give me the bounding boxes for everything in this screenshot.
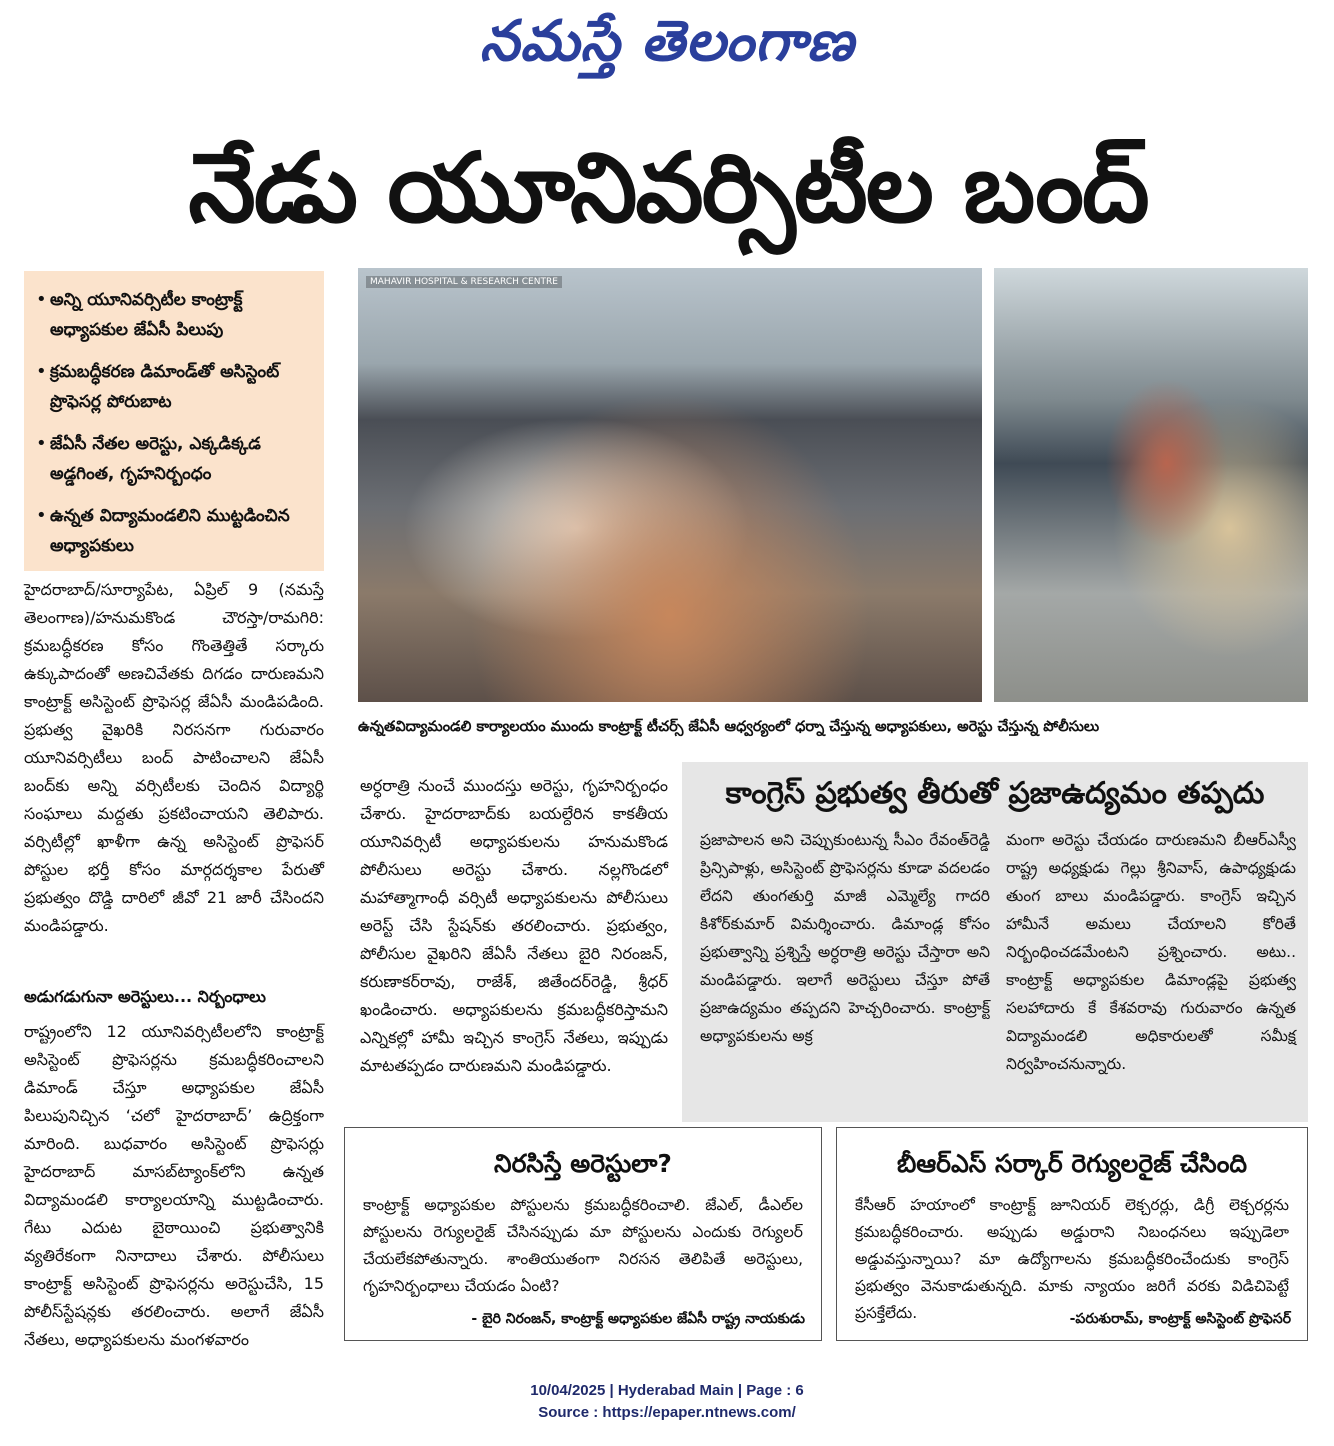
quote-attribution: - బైరి నిరంజన్‌, కాంట్రాక్ట్‌ అధ్యాపకుల జేఏసీ రాష్ట్ర నాయకుడు	[471, 1311, 805, 1327]
sidebar-story-headline: కాంగ్రెస్‌ ప్రభుత్వ తీరుతో ప్రజాఉద్యమం తప్పదు	[725, 776, 1265, 811]
sidebar-story-column-2: మంగా అరెస్టు చేయడం దారుణమని బీఆర్‌ఎస్వీ రాష్ట్ర అధ్యక్షుడు గెల్లు శ్రీనివాస్‌, ఉపాధ్యక్షుడు తుంగ బాలు మండిపడ్డారు. కాంగ్రెస్‌ ఇచ్చిన హామీనే అమలు చేయాలని కోరితే నిర్బంధించడమేంటని ప్రశ్నించారు. అటు.. కాంట్రాక్ట్‌ అధ్యాపకుల డిమాండ్లపై ప్రభుత్వ సలహాదారు కే కేశవరావు గురువారం ఉన్నత విద్యామండలి అధికారులతో సమీక్ష నిర్వహించనున్నారు.	[1006, 831, 1296, 1073]
article-subhead: అడుగడుగునా అరెస్టులు... నిర్బంధాలు	[24, 987, 266, 1006]
arrest-photo	[994, 268, 1308, 702]
bullet-icon: •	[36, 289, 47, 310]
quote-panel-body: కేసీఆర్‌ హయాంలో కాంట్రాక్ట్‌ జూనియర్‌ లెక్చరర్లు, డిగ్రీ లెక్చరర్లను క్రమబద్ధీకరించారు. అప్పుడు అడ్డురాని నిబంధనలు ఇప్పుడెలా అడ్డువస్తున్నాయి? మా ఉద్యోగాలను క్రమబద్ధీకరించేందుకు కాంగ్రెస్‌ ప్రభుత్వం వెనుకాడుతున్నది. మాకు న్యాయం జరిగే వరకు విడిచిపెట్టే ప్రసక్తేలేదు.	[855, 1196, 1289, 1322]
sidebar-story-column-1: ప్రజాపాలన అని చెప్పుకుంటున్న సీఎం రేవంత్‌రెడ్డి ప్రిన్సిపాళ్లు, అసిస్టెంట్‌ ప్రొఫెసర్లను కూడా వదలడం లేదని తుంగతుర్తి మాజీ ఎమ్మెల్యే గాదరి కిశోర్‌కుమార్‌ విమర్శించారు. డిమాండ్ల కోసం ప్రభుత్వాన్ని ప్రశ్నిస్తే అర్ధరాత్రి అరెస్టు చేస్తారా అని మండిపడ్డారు. ఇలాగే అరెస్టులు చేస్తూ పోతే ప్రజాఉద్యమం తప్పదని హెచ్చరించారు. కాంట్రాక్ట్‌ అధ్యాపకులను అక్ర	[700, 831, 990, 1045]
quote-panel-headline: నిరసిస్తే అరెస్టులా?	[494, 1149, 672, 1178]
photo-caption: ఉన్నతవిద్యామండలి కార్యాలయం ముందు కాంట్రాక్ట్‌ టీచర్స్‌ జేఏసీ ఆధ్వర్యంలో ధర్నా చేస్తున్న అధ్యాపకులు, అరెస్టు చేస్తున్న పోలీసులు	[358, 719, 1100, 735]
hospital-sign: MAHAVIR HOSPITAL & RESEARCH CENTRE	[366, 276, 562, 288]
footer-source-link[interactable]: Source : https://epaper.ntnews.com/	[538, 1404, 796, 1421]
highlight-text: క్రమబద్ధీకరణ డిమాండ్‌తో అసిస్టెంట్‌ ప్రొఫెసర్ల పోరుబాట	[50, 362, 280, 412]
highlight-item	[36, 357, 314, 417]
bullet-icon: •	[36, 433, 47, 454]
quote-panel-headline: బీఆర్‌ఎస్‌ సర్కార్‌ రెగ్యులరైజ్‌ చేసింది	[896, 1149, 1248, 1178]
quote-attribution: -పరుశురామ్‌, కాంట్రాక్ట్‌ అసిస్టెంట్‌ ప్రొఫెసర్‌	[1069, 1311, 1291, 1327]
highlight-text: అన్ని యూనివర్సిటీల కాంట్రాక్ట్‌ అధ్యాపకుల జేఏసీ పిలుపు	[50, 290, 243, 340]
article-column-1: రాష్ట్రంలోని 12 యూనివర్సిటీలలోని కాంట్రాక్ట్‌ అసిస్టెంట్‌ ప్రొఫెసర్లను క్రమబద్ధీకరించాలని డిమాండ్‌ చేస్తూ అధ్యాపకుల జేఏసీ పిలుపునిచ్చిన ‘చలో హైదరాబాద్‌’ ఉద్రిక్తంగా మారింది. బుధవారం అసిస్టెంట్‌ ప్రొఫెసర్లు హైదరాబాద్‌ మాసబ్‌ట్యాంక్‌లోని ఉన్నత విద్యామండలి కార్యాలయాన్ని ముట్టడించారు. గేటు ఎదుట బైఠాయించి ప్రభుత్వానికి వ్యతిరేకంగా నినాదాలు చేశారు. పోలీసులు కాంట్రాక్ట్‌ అసిస్టెంట్‌ ప్రొఫెసర్లను అరెస్టుచేసి, 15 పోలీస్‌స్టేషన్లకు తరలించారు. అలాగే జేఏసీ నేతలు, అధ్యాపకులను మంగళవారం	[24, 1022, 324, 1349]
bullet-icon: •	[36, 505, 47, 526]
article-dateline-paragraph: హైదరాబాద్‌/సూర్యాపేట, ఏప్రిల్‌ 9 (నమస్తే తెలంగాణ)/హనుమకొండ చౌరస్తా/రామగిరి: క్రమబద్ధీకరణ కోసం గొంతెత్తితే సర్కారు ఉక్కుపాదంతో అణచివేతకు దిగడం దారుణమని కాంట్రాక్ట్‌ అసిస్టెంట్‌ ప్రొఫెసర్ల జేఏసీ మండిపడింది. ప్రభుత్వ వైఖరికి నిరసనగా గురువారం యూనివర్సిటీలు బంద్‌ పాటించాలని జేఏసీ బంద్‌కు అన్ని వర్సిటీలకు చెందిన విద్యార్థి సంఘాలు మద్దతు ప్రకటించాయని తెలిపారు. వర్సిటీల్లో ఖాళీగా ఉన్న అసిస్టెంట్‌ ప్రొఫెసర్‌ పోస్టుల భర్తీ కోసం మార్గదర్శకాల పేరుతో ప్రభుత్వం దొడ్డి దారిలో జీవో 21 జారీ చేసిందని మండిపడ్డారు.	[24, 580, 324, 935]
page-footer	[0, 1380, 1334, 1430]
highlight-item	[36, 285, 314, 345]
highlight-text: ఉన్నత విద్యామండలిని ముట్టడించిన అధ్యాపకులు	[50, 506, 290, 556]
footer-edition-info: 10/04/2025 | Hyderabad Main | Page : 6	[530, 1382, 804, 1399]
highlight-item	[36, 429, 314, 489]
highlight-text: జేఏసీ నేతల అరెస్టు, ఎక్కడిక్కడ అడ్డగింత, గృహనిర్బంధం	[50, 434, 261, 484]
quote-panel-right	[836, 1127, 1308, 1341]
quote-panel-body: కాంట్రాక్ట్‌ అధ్యాపకుల పోస్టులను క్రమబద్ధీకరించాలి. జేఎల్‌, డీఎల్‌ల పోస్టులను రెగ్యులరైజ్‌ చేసినప్పుడు మా పోస్టులను ఎందుకు రెగ్యులర్‌ చేయలేకపోతున్నారు. శాంతియుతంగా నిరసన తెలిపితే అరెస్టులు, గృహనిర్బంధాలు చేయడం ఏంటి?	[363, 1196, 803, 1295]
main-headline: నేడు యూనివర్సిటీల బంద్‌	[188, 132, 1148, 244]
quote-panel-left	[344, 1127, 822, 1341]
newspaper-masthead: నమస్తే తెలంగాణ	[479, 8, 855, 74]
highlight-item	[36, 501, 314, 561]
bullet-icon: •	[36, 361, 47, 382]
highlights-box	[24, 271, 324, 571]
article-column-2: అర్ధరాత్రి నుంచే ముందస్తు అరెస్టు, గృహనిర్బంధం చేశారు. హైదరాబాద్‌కు బయల్దేరిన కాకతీయ యూనివర్సిటీ అధ్యాపకులను హనుమకొండ పోలీసులు అరెస్టు చేశారు. నల్లగొండలో మహాత్మాగాంధీ వర్సిటీ అధ్యాపకులను పోలీసులు అరెస్ట్‌ చేసి స్టేషన్‌కు తరలించారు. ప్రభుత్వం, పోలీసుల వైఖరిని జేఏసీ నేతలు బైరి నిరంజన్‌, కరుణాకర్‌రావు, రాజేశ్‌, జితేందర్‌రెడ్డి, శ్రీధర్‌ ఖండించారు. అధ్యాపకులను క్రమబద్ధీకరిస్తామని ఎన్నికల్లో హామీ ఇచ్చిన కాంగ్రెస్‌ నేతలు, ఇప్పుడు మాటతప్పడం దారుణమని మండిపడ్డారు.	[360, 776, 668, 1075]
protest-photo	[358, 268, 982, 702]
